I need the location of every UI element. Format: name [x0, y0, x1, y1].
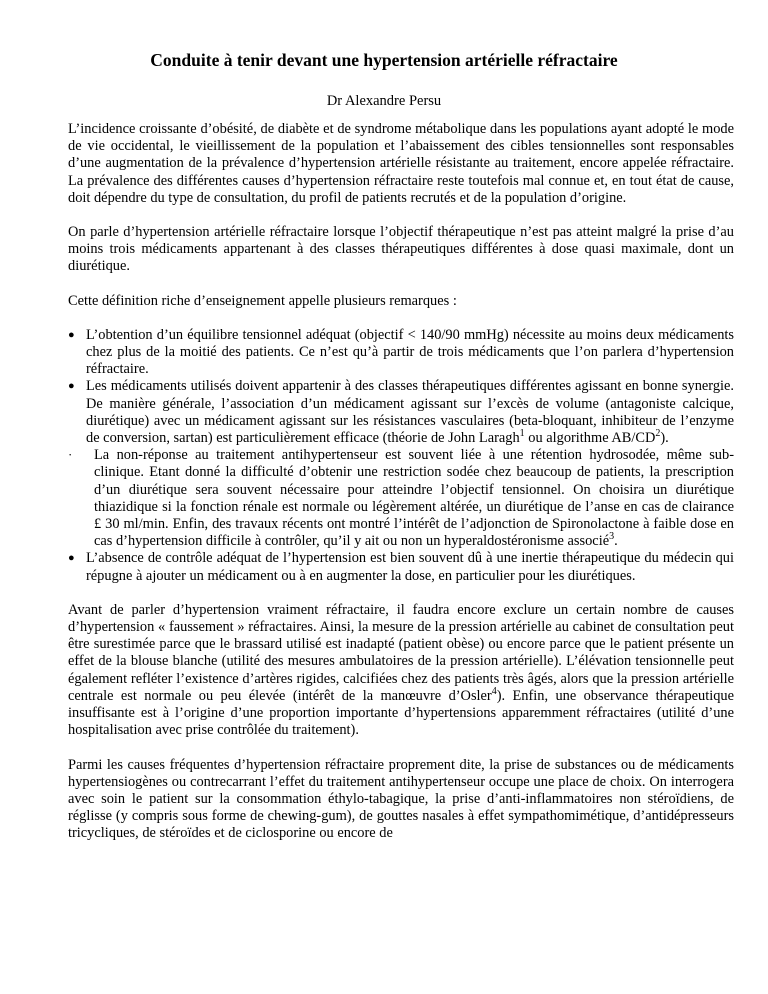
footnote-ref: 3 [609, 531, 615, 543]
list-item-text: ou algorithme AB/CD [524, 430, 656, 447]
list-item-text: Les médicaments utilisés doivent appartenir à des classes thérapeutiques différentes agissant en bonne synergie. De manière générale, l’association d’un médicament agissant sur l’excès de volume (antagoniste calcique, diurétique) avec un médicament agissant sur les résistances vasculaires (beta-bloquant, inhibiteur de l’enzyme de conversion, sartan) est particulièrement efficace (théorie de John Laragh [86, 378, 734, 447]
footnote-ref: 1 [519, 428, 525, 440]
list-item [68, 550, 734, 584]
document-author: Dr Alexandre Persu [326, 93, 442, 109]
paragraph-definition: On parle d’hypertension artérielle réfractaire lorsque l’objectif thérapeutique n’est pas atteint malgré la prise d’au moins trois médicaments appartenant à des classes thérapeutiques différentes à dose quasi maximale, dont un diurétique. [68, 224, 734, 275]
paragraph-remarks-intro: Cette définition riche d’enseignement appelle plusieurs remarques : [68, 292, 457, 309]
paragraph-text: Avant de parler d’hypertension vraiment réfractaire, il faudra encore exclure un certain nombre de causes d’hypertension « faussement » réfractaires. Ainsi, la mesure de la pression artérielle au cabinet de consultation peut être surestimée parce que le brassard utilisé est inadapté (patient obèse) ou encore parce que le patient présente un effet de la blouse blanche (utilité des mesures ambulatoires de la pression artérielle). L’élévation tensionnelle peut également refléter l’existence d’artères rigides, calcifiées chez des patients très âgés, alors que la pression artérielle centrale est normale ou peu élevée (intérêt de la manœuvre d’Osler [68, 601, 734, 704]
paragraph-false-refractory [68, 602, 734, 740]
paragraph-intro: L’incidence croissante d’obésité, de diabète et de syndrome métabolique dans les populations ayant adopté le mode de vie occidental, le vieillissement de la population et l’abaissement des cibles tensionnelles sont responsables d’une augmentation de la prévalence d’hypertension artérielle résistante au traitement, encore appelée réfractaire. La prévalence des différentes causes d’hypertension réfractaire reste toutefois mal connue et, en tout état de cause, doit dépendre du type de consultation, du profil de patients recrutés et de la population d’origine. [68, 121, 734, 206]
list-item-text: La non-réponse au traitement antihypertenseur est souvent liée à une rétention hydrosodée, même sub-clinique. Etant donné la difficulté d’obtenir une restriction sodée chez beaucoup de patients, la prescription d’un diurétique sera souvent nécessaire pour atteindre l’objectif tensionnel. On choisira un diurétique thiazidique si la fonction rénale est normale ou légèrement altérée, un diurétique de l’anse en cas de clairance £ 30 ml/min. Enfin, des travaux récents ont montré l’intérêt de l’adjonction de Spironolactone à faible dose en cas d’hypertension difficile à contrôler, qu’il y ait ou non un hyperaldostéronisme associé [94, 447, 734, 550]
bullet-icon: ● [68, 552, 75, 565]
list-item [68, 447, 734, 550]
list-item-text: . [614, 533, 618, 550]
remarks-list [68, 327, 734, 585]
list-item-text-block [86, 447, 734, 550]
paragraph-causes: Parmi les causes fréquentes d’hypertension réfractaire proprement dite, la prise de substances ou de médicaments hypertensiogènes ou contrecarrant l’effet du traitement antihypertenseur occupe une place de choix. On interrogera avec soin le patient sur la consommation éthylo-tabagique, la prise d’anti-inflammatoires non stéroïdiens, de réglisse (y compris sous forme de chewing-gum), de gouttes nasales à effet sympathomimétique, d’antidépresseurs tricycliques, de stéroïdes et de ciclosporine ou encore de [68, 756, 734, 842]
list-item [68, 327, 734, 379]
paragraph-text: ). Enfin, une observance thérapeutique insuffisante est à l’origine d’une proportion importante d’hypertensions apparemment réfractaires (utilité d’une hospitalisation avec prise contrôlée du traitement). [68, 687, 734, 739]
footnote-ref: 2 [655, 428, 661, 440]
bullet-icon: ● [68, 380, 75, 393]
document-body [68, 121, 734, 860]
list-item [68, 378, 734, 447]
footnote-ref: 4 [491, 685, 497, 697]
bullet-icon: · [68, 447, 73, 463]
list-item-text: L’obtention d’un équilibre tensionnel adéquat (objectif < 140/90 mmHg) nécessite au moins deux médicaments chez plus de la moitié des patients. Ce n’est qu’à partir de trois médicaments que l’on parlera d’hypertension réfractaire. [86, 326, 734, 378]
document-title: Conduite à tenir devant une hypertension artérielle réfractaire [150, 50, 618, 70]
list-item-text: ). [660, 430, 669, 447]
list-item-text: L’absence de contrôle adéquat de l’hypertension est bien souvent dû à une inertie thérapeutique du médecin qui répugne à ajouter un médicament ou à en augmenter la dose, en particulier pour les diurétiques. [86, 550, 734, 584]
bullet-icon: ● [68, 328, 75, 341]
